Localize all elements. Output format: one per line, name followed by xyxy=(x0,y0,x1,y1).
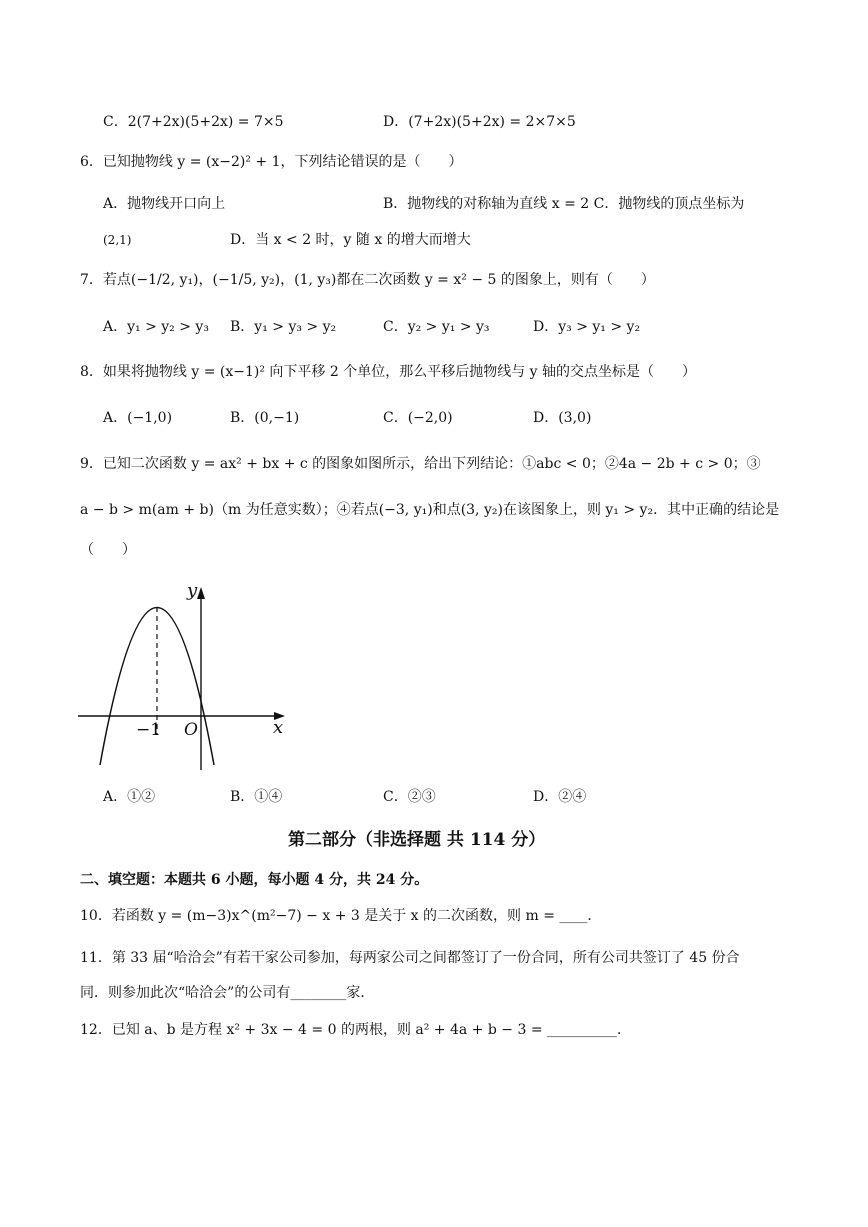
q8-option-c: C．(−2,0) xyxy=(383,410,453,426)
q6-option-c-continued: (2,1) xyxy=(103,233,132,247)
part2-title: 第二部分（非选择题 共 114 分） xyxy=(288,830,546,850)
q6-option-a: A．抛物线开口向上 xyxy=(103,196,226,212)
q6-stem: 6．已知抛物线 y = (x−2)² + 1，下列结论错误的是（ ） xyxy=(80,154,463,170)
q9-option-b: B．①④ xyxy=(230,789,283,805)
parabola-graph xyxy=(70,575,300,780)
neg-one-label: −1 xyxy=(136,720,162,740)
q11-line2: 同．则参加此次“哈洽会”的公司有________家． xyxy=(80,985,375,1001)
q9-stem-line2: a − b > m(am + b)（m 为任意实数）；④若点(−3, y₁)和点(3, y₂)在该图象上，则 y₁ > y₂．其中正确的结论是 xyxy=(80,502,780,518)
q6-option-b-c: B．抛物线的对称轴为直线 x = 2 C．抛物线的顶点坐标为 xyxy=(383,196,745,212)
q7-option-d: D．y₃ > y₁ > y₂ xyxy=(533,319,641,335)
q5-option-c: C．2(7+2x)(5+2x) = 7×5 xyxy=(103,114,284,130)
q8-option-a: A．(−1,0) xyxy=(103,410,173,426)
q12: 12．已知 a、b 是方程 x² + 3x − 4 = 0 的两根，则 a² + 4a + b − 3 = __________． xyxy=(80,1022,631,1038)
q5-option-d: D．(7+2x)(5+2x) = 2×7×5 xyxy=(383,114,576,130)
q7-option-a: A．y₁ > y₂ > y₃ xyxy=(103,319,209,335)
y-axis-label: y xyxy=(187,580,198,601)
q11-line1: 11．第 33 届“哈洽会”有若干家公司参加，每两家公司之间都签订了一份合同，所有公司共签订了 45 份合 xyxy=(80,950,740,966)
q7-option-c: C．y₂ > y₁ > y₃ xyxy=(383,319,490,335)
q7-option-b: B．y₁ > y₃ > y₂ xyxy=(230,319,337,335)
q8-stem: 8．如果将抛物线 y = (x−1)² 向下平移 2 个单位，那么平移后抛物线与 y 轴的交点坐标是（ ） xyxy=(80,364,697,380)
q9-option-c: C．②③ xyxy=(383,789,436,805)
section2-header: 二、填空题：本题共 6 小题，每小题 4 分，共 24 分。 xyxy=(80,872,429,888)
q9-stem-line3: （ ） xyxy=(80,542,136,558)
q9-option-a: A．①② xyxy=(103,789,156,805)
q8-option-d: D．(3,0) xyxy=(533,410,592,426)
q7-stem: 7．若点(−1/2, y₁)，(−1/5, y₂)，(1, y₃)都在二次函数 y = x² − 5 的图象上，则有（ ） xyxy=(80,272,655,288)
q10: 10．若函数 y = (m−3)x^(m²−7) − x + 3 是关于 x 的二次函数，则 m = ____． xyxy=(80,908,602,924)
x-axis-label: x xyxy=(273,717,284,738)
q9-option-d: D．②④ xyxy=(533,789,587,805)
q8-option-b: B．(0,−1) xyxy=(230,410,300,426)
q9-stem-line1: 9．已知二次函数 y = ax² + bx + c 的图象如图所示，给出下列结论：①abc < 0；②4a − 2b + c > 0；③ xyxy=(80,456,761,472)
origin-label: O xyxy=(184,720,198,740)
q6-option-d: D．当 x < 2 时，y 随 x 的增大而增大 xyxy=(230,232,471,248)
